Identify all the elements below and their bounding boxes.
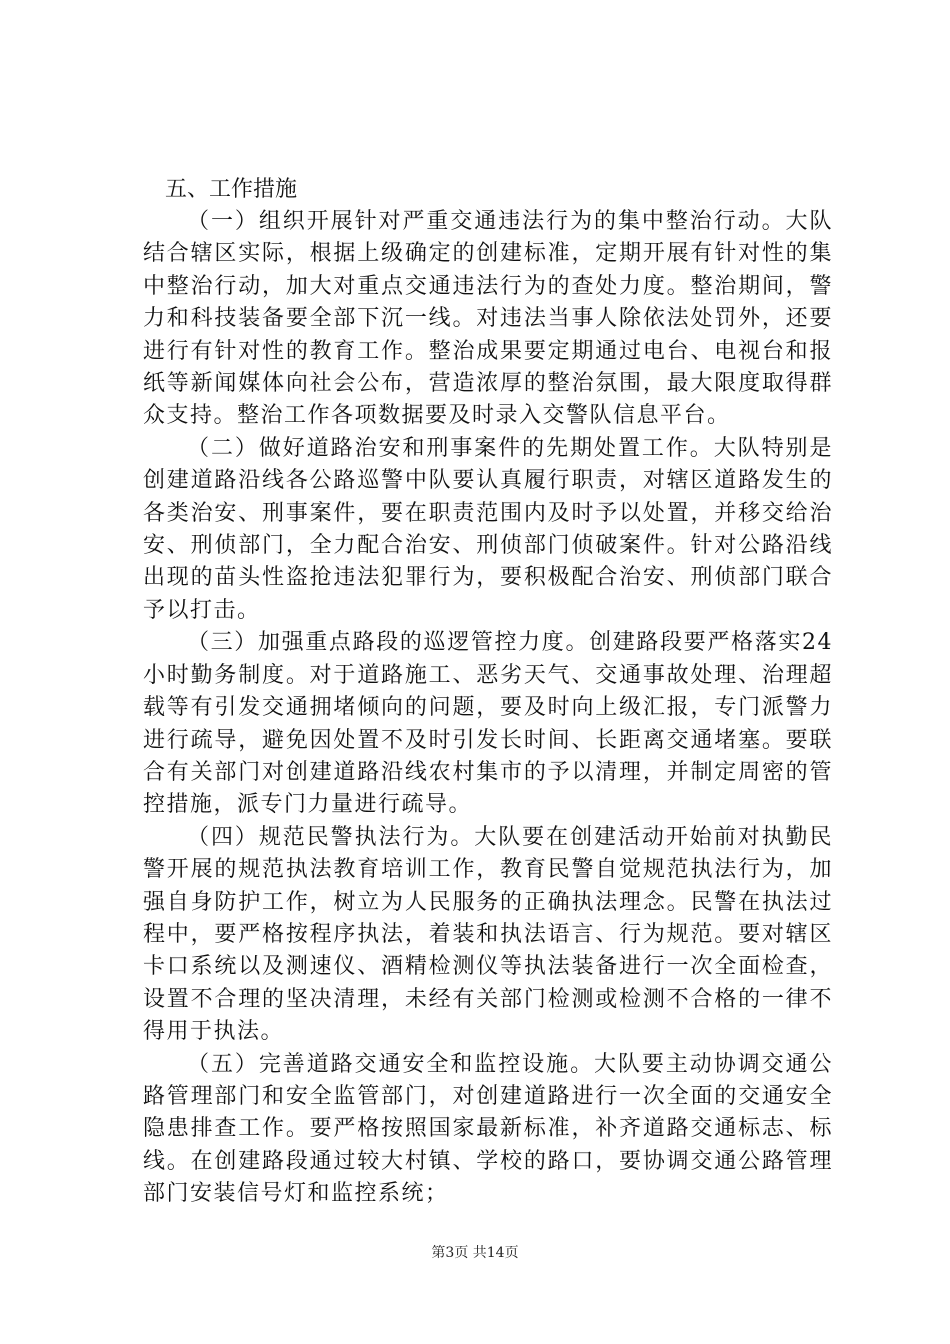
document-body	[143, 174, 833, 1211]
paragraph-3: （三）加强重点路段的巡逻管控力度。创建路段要严格落实24小时勤务制度。对于道路施工、恶劣天气、交通事故处理、治理超载等有引发交通拥堵倾向的问题，要及时向上级汇报，专门派警力进行疏导，避免因处置不及时引发长时间、长距离交通堵塞。要联合有关部门对创建道路沿线农村集市的予以清理，并制定周密的管控措施，派专门力量进行疏导。	[143, 630, 833, 818]
paragraph-2: （二）做好道路治安和刑事案件的先期处置工作。大队特别是创建道路沿线各公路巡警中队要认真履行职责，对辖区道路发生的各类治安、刑事案件，要在职责范围内及时予以处置，并移交给治安、刑侦部门，全力配合治安、刑侦部门侦破案件。针对公路沿线出现的苗头性盗抢违法犯罪行为，要积极配合治安、刑侦部门联合予以打击。	[143, 435, 833, 623]
paragraph-5: （五）完善道路交通安全和监控设施。大队要主动协调交通公路管理部门和安全监管部门，对创建道路进行一次全面的交通安全隐患排查工作。要严格按照国家最新标准，补齐道路交通标志、标线。在创建路段通过较大村镇、学校的路口，要协调交通公路管理部门安装信号灯和监控系统；	[143, 1051, 833, 1207]
page-number-footer: 第3页 共14页	[431, 1245, 519, 1261]
section-heading: 五、工作措施	[165, 177, 298, 202]
paragraph-1: （一）组织开展针对严重交通违法行为的集中整治行动。大队结合辖区实际，根据上级确定的创建标准，定期开展有针对性的集中整治行动，加大对重点交通违法行为的查处力度。整治期间，警力和科技装备要全部下沉一线。对违法当事人除依法处罚外，还要进行有针对性的教育工作。整治成果要定期通过电台、电视台和报纸等新闻媒体向社会公布，营造浓厚的整治氛围，最大限度取得群众支持。整治工作各项数据要及时录入交警队信息平台。	[143, 209, 833, 429]
paragraph-4: （四）规范民警执法行为。大队要在创建活动开始前对执勤民警开展的规范执法教育培训工作，教育民警自觉规范执法行为，加强自身防护工作，树立为人民服务的正确执法理念。民警在执法过程中，要严格按程序执法，着装和执法语言、行为规范。要对辖区卡口系统以及测速仪、酒精检测仪等执法装备进行一次全面检查，设置不合理的坚决清理，未经有关部门检测或检测不合格的一律不得用于执法。	[143, 824, 833, 1045]
